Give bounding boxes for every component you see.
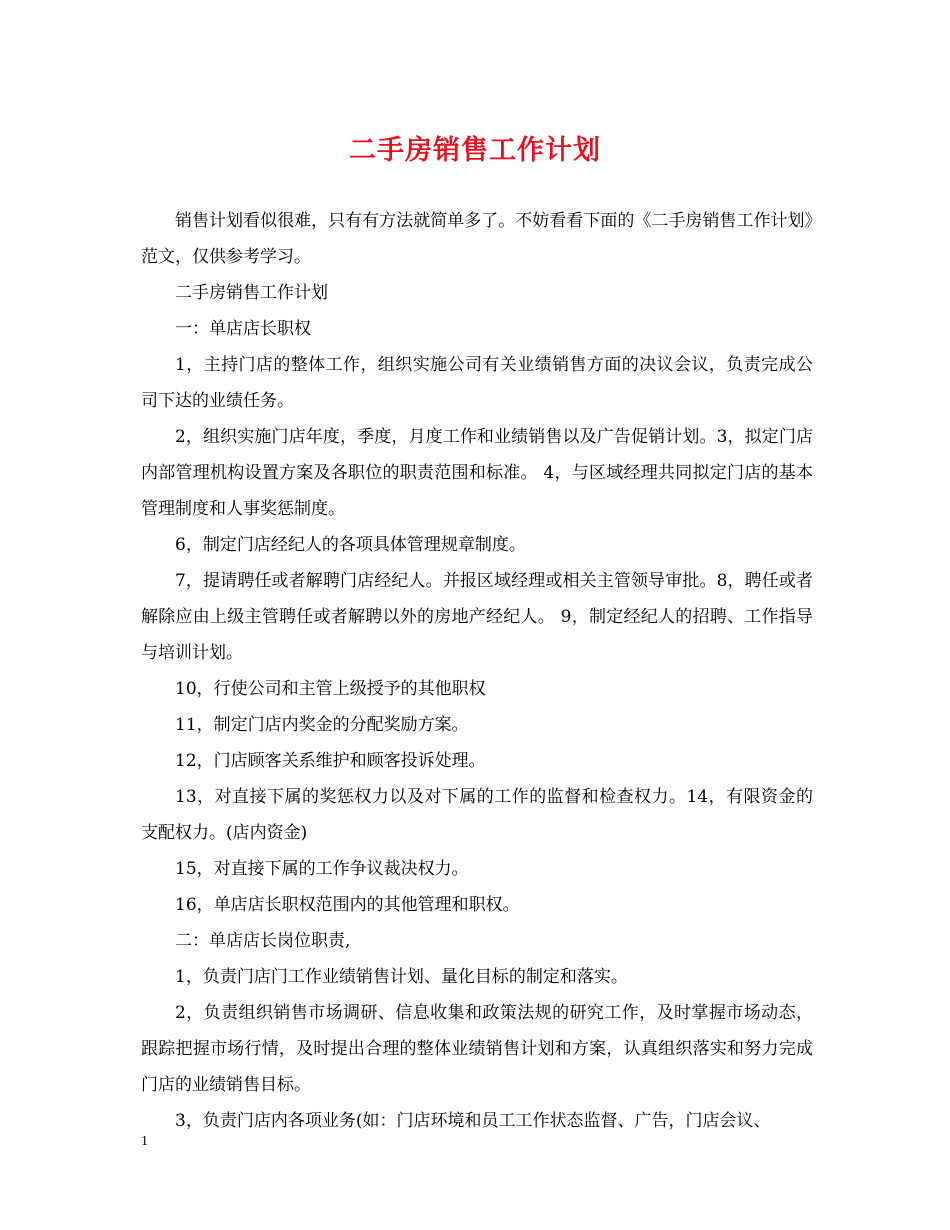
paragraph: 16，单店店长职权范围内的其他管理和职权。 — [175, 895, 520, 915]
paragraph: 3，负责门店内各项业务(如：门店环境和员工工作状态监督、广告，门店会议、 — [175, 1111, 771, 1131]
paragraph: 1，负责门店门工作业绩销售计划、量化目标的制定和落实。 — [175, 967, 628, 987]
paragraph: 7，提请聘任或者解聘门店经纪人。并报区域经理或相关主管领导审批。8，聘任或者解除应由上级主管聘任或者解聘以外的房地产经纪人。 9，制定经纪人的招聘、工作指导与培训计划。 — [141, 571, 813, 663]
paragraph: 二手房销售工作计划 — [175, 283, 328, 303]
paragraph: 一：单店店长职权 — [175, 319, 311, 339]
paragraph: 6，制定门店经纪人的各项具体管理规章制度。 — [175, 535, 526, 555]
paragraph: 11，制定门店内奖金的分配奖励方案。 — [175, 715, 469, 735]
paragraph: 10，行使公司和主管上级授予的其他职权 — [175, 679, 486, 699]
paragraph: 二：单店店长岗位职责, — [175, 931, 351, 951]
document-body — [141, 203, 813, 1139]
paragraph: 1，主持门店的整体工作，组织实施公司有关业绩销售方面的决议会议，负责完成公司下达的业绩任务。 — [141, 355, 813, 411]
document-title: 二手房销售工作计划 — [349, 135, 601, 166]
paragraph: 2，负责组织销售市场调研、信息收集和政策法规的研究工作，及时掌握市场动态，跟踪把握市场行情，及时提出合理的整体业绩销售计划和方案，认真组织落实和努力完成门店的业绩销售目标。 — [141, 1003, 813, 1095]
paragraph: 13，对直接下属的奖惩权力以及对下属的工作的监督和检查权力。14，有限资金的支配权力。(店内资金) — [141, 787, 813, 843]
paragraph: 12，门店顾客关系维护和顾客投诉处理。 — [175, 751, 486, 771]
page-number: 1 — [141, 1134, 148, 1149]
paragraph: 2，组织实施门店年度，季度，月度工作和业绩销售以及广告促销计划。3，拟定门店内部管理机构设置方案及各职位的职责范围和标准。 4，与区域经理共同拟定门店的基本管理制度和人事奖惩制度。 — [141, 427, 813, 519]
paragraph: 15，对直接下属的工作争议裁决权力。 — [175, 859, 469, 879]
paragraph: 销售计划看似很难，只有有方法就简单多了。不妨看看下面的《二手房销售工作计划》范文，仅供参考学习。 — [141, 211, 813, 267]
